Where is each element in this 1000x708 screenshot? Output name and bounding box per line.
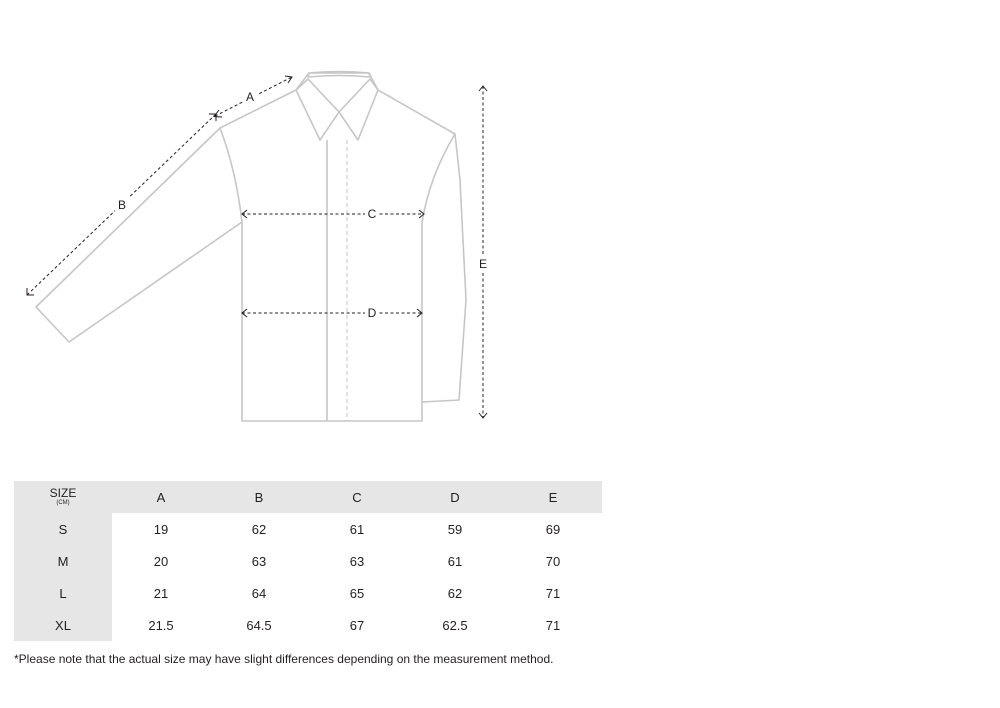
value-cell: 65 (349, 585, 365, 601)
column-header-d: D (406, 481, 504, 513)
value-cell: 67 (349, 617, 365, 633)
size-cell: M (14, 545, 112, 577)
shirt-body-outline (36, 73, 466, 421)
value-cell: 69 (545, 521, 561, 537)
value-cell: 61 (447, 553, 463, 569)
value-cell: 19 (153, 521, 169, 537)
measurement-footnote: *Please note that the actual size may have slight differences depending on the measurement method. (14, 652, 554, 666)
value-cell: 21.5 (148, 617, 174, 633)
measure-e (476, 86, 490, 418)
size-chart-table (14, 481, 602, 641)
size-cell: L (14, 577, 112, 609)
measure-label-b: B (117, 198, 127, 212)
table-row (14, 545, 602, 577)
measure-d (242, 305, 422, 321)
table-header-row (14, 481, 602, 513)
value-cell: 64 (251, 585, 267, 601)
measure-label-a: A (245, 90, 255, 104)
size-header-label: SIZE (49, 486, 77, 500)
collar-right (339, 79, 378, 140)
left-armhole-seam (220, 128, 242, 222)
collar-left (296, 79, 339, 140)
value-cell: 64.5 (246, 617, 272, 633)
column-header-b: B (210, 481, 308, 513)
value-cell: 62 (251, 521, 267, 537)
value-cell: 21 (153, 585, 169, 601)
value-cell: 20 (153, 553, 169, 569)
size-column-header (14, 481, 112, 513)
value-cell: 63 (349, 553, 365, 569)
measure-b (27, 114, 216, 295)
measure-label-d: D (367, 306, 377, 320)
table-row (14, 577, 602, 609)
measure-label-e: E (478, 257, 488, 271)
column-header-c: C (308, 481, 406, 513)
column-header-a: A (112, 481, 210, 513)
measure-c (242, 206, 424, 222)
value-cell: 63 (251, 553, 267, 569)
unit-label: (CM) (56, 500, 70, 506)
value-cell: 62 (447, 585, 463, 601)
right-armhole-seam (422, 134, 455, 222)
size-cell: XL (14, 609, 112, 641)
size-cell: S (14, 513, 112, 545)
measure-label-c: C (367, 207, 377, 221)
value-cell: 71 (545, 617, 561, 633)
shirt-measurement-diagram (0, 0, 620, 440)
value-cell: 70 (545, 553, 561, 569)
table-row (14, 513, 602, 545)
table-row (14, 609, 602, 641)
column-header-e: E (504, 481, 602, 513)
value-cell: 62.5 (442, 617, 468, 633)
value-cell: 59 (447, 521, 463, 537)
value-cell: 71 (545, 585, 561, 601)
shirt-outline (36, 72, 466, 422)
value-cell: 61 (349, 521, 365, 537)
